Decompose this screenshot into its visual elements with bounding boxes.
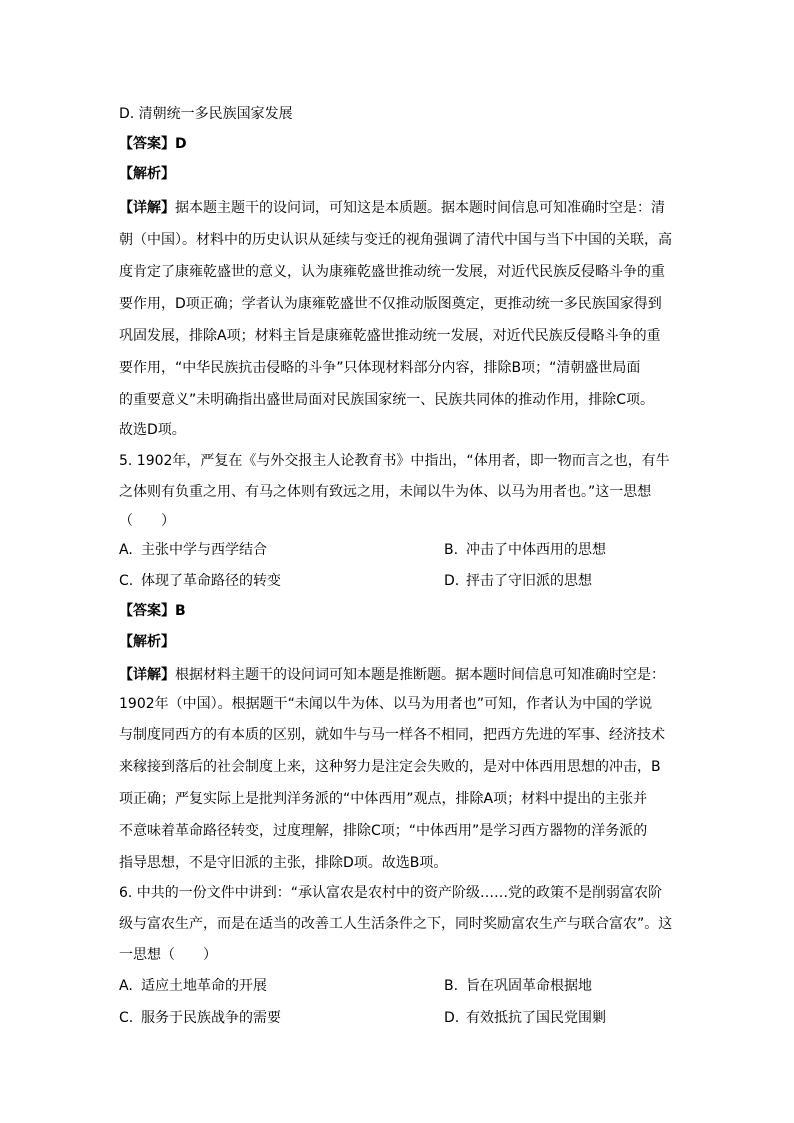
answer-value: B <box>175 603 186 619</box>
q4-option-d: D. 清朝统一多民族国家发展 <box>119 106 293 122</box>
q6-stem-line: 级与富农生产，而是在适当的改善工人生活条件之下，同时奖励富农生产与联合富农”。这 <box>119 916 673 932</box>
q4-explanation-line: 的重要意义”未明确指出盛世局面对民族国家统一、民族共同体的推动作用，排除C项。 <box>119 392 655 408</box>
q5-stem-blank: （ ） <box>119 513 175 529</box>
q6-option-d: D. 有效抵抗了国民党围剿 <box>444 1010 606 1026</box>
q5-explanation-line: 指导思想，不是守旧派的主张，排除D项。故选B项。 <box>119 855 448 871</box>
answer-tag: 【答案】 <box>119 136 175 152</box>
q5-explanation-line: 【详解】根据材料主题干的设问词可知本题是推断题。据本题时间信息可知准确时空是： <box>119 667 665 683</box>
q4-explanation-line: 要作用，D项正确；学者认为康雍乾盛世不仅推动版图奠定，更推动统一多民族国家得到 <box>119 296 662 312</box>
q4-answer-line <box>119 134 187 154</box>
answer-value: D <box>175 136 187 152</box>
q5-stem-line: 之体则有负重之用、有马之体则有致远之用，未闻以牛为体、以马为用者也。”这一思想 <box>119 484 652 500</box>
q5-stem-line: 5. 1902年，严复在《与外交报主人论教育书》中指出，“体用者，即一物而言之也，有牛 <box>119 453 670 469</box>
q6-option-a: A. 适应土地革命的开展 <box>119 978 267 994</box>
q5-option-a: A. 主张中学与西学结合 <box>119 542 267 558</box>
q5-explanation-line: 不意味着革命路径转变，过度理解，排除C项；“中体西用”是学习西方器物的洋务派的 <box>119 823 648 839</box>
answer-tag: 【答案】 <box>119 603 175 619</box>
q4-explanation-line: 【详解】据本题主题干的设问词，可知这是本质题。据本题时间信息可知准确时空是：清 <box>119 200 665 216</box>
q6-stem-line: 一思想（ ） <box>119 947 217 963</box>
q5-explanation-line: 与制度同西方的有本质的区别，就如牛与马一样各不相同，把西方先进的军事、经济技术 <box>119 727 665 743</box>
q5-option-d: D. 抨击了守旧派的思想 <box>444 573 592 589</box>
q4-explanation-line: 巩固发展，排除A项；材料主旨是康雍乾盛世推动统一发展，对近代民族反侵略斗争的重 <box>119 328 661 344</box>
q4-explanation-line: 朝（中国）。材料中的历史认识从延续与变迁的视角强调了清代中国与当下中国的关联，高 <box>119 232 672 248</box>
q6-option-b: B. 旨在巩固革命根据地 <box>444 978 592 994</box>
q5-option-c: C. 体现了革命路径的转变 <box>119 573 281 589</box>
q6-option-c: C. 服务于民族战争的需要 <box>119 1010 281 1026</box>
detail-tag: 【详解】 <box>119 200 175 216</box>
q5-analysis-label: 【解析】 <box>119 634 175 650</box>
q5-explanation-line: 1902年（中国）。根据题干“未闻以牛为体、以马为用者也”可知，作者认为中国的学说 <box>119 696 653 712</box>
q4-analysis-label: 【解析】 <box>119 166 175 182</box>
q6-stem-line: 6. 中共的一份文件中讲到：“承认富农是农村中的资产阶级……党的政策不是削弱富农阶 <box>119 885 663 901</box>
q4-explanation-line: 故选D项。 <box>119 422 186 438</box>
q5-explanation-line: 项正确；严复实际上是批判洋务派的“中体西用”观点，排除A项；材料中提出的主张并 <box>119 791 648 807</box>
q4-explanation-line: 要作用，“中华民族抗击侵略的斗争”只体现材料部分内容，排除B项；“清朝盛世局面 <box>119 360 641 376</box>
detail-tag: 【详解】 <box>119 667 175 683</box>
q5-answer-line <box>119 601 186 621</box>
q4-explanation-line: 度肯定了康雍乾盛世的意义，认为康雍乾盛世推动统一发展，对近代民族反侵略斗争的重 <box>119 264 665 280</box>
q5-option-b: B. 冲击了中体西用的思想 <box>444 542 606 558</box>
q5-explanation-line: 来稼接到落后的社会制度上来，这种努力是注定会失败的，是对中体西用思想的冲击，B <box>119 759 661 775</box>
